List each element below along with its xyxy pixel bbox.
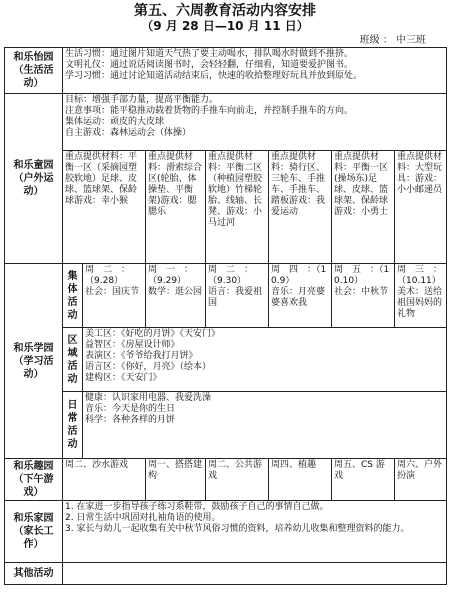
section-outdoor-name: 和乐童园（户外运动） <box>5 94 63 264</box>
life-line: 文明礼仪：通过说话阅读图书时，会轻轻翻，仔细看，知道要爱护图书。 <box>65 60 354 70</box>
fun-cell: 周二、公共游戏 <box>206 459 269 501</box>
outdoor-cell: 重点提供材料：平衡一区(操场东)足球、皮球、篮球架、保龄球游戏：小勇士 <box>332 151 395 264</box>
row-daily <box>5 392 447 459</box>
outdoor-cell: 重点提供材料：平衡二区（种植园塑胶软地）竹梯轮胎、线轴、长凳、游戏：小马过河 <box>206 151 269 264</box>
outdoor-line: 自主游戏：森林运动会（体操） <box>65 128 192 138</box>
home-line: 3. 家长与幼儿一起收集有关中秋节风俗习惯的资料，培养幼儿收集和整理资料的能力。 <box>65 524 410 534</box>
schedule-table <box>4 47 447 585</box>
home-line: 2. 日常生活中巩固对扎袖角语的使用。 <box>65 513 221 523</box>
row-outdoor-cells <box>5 151 447 264</box>
area-line: 建构区：《天安门》 <box>85 373 162 383</box>
outdoor-line: 目标：增强手部力量，提高平衡能力。 <box>65 95 219 105</box>
outdoor-line: 注意事项：能平稳推动载着货物的手推车向前走，并控制手推车的方向。 <box>65 106 354 116</box>
date-range: （9 月 28 日—10 月 11 日） <box>141 19 309 33</box>
collective-content: 数学：逛公园 <box>148 287 203 297</box>
collective-cell <box>395 264 447 328</box>
row-home <box>5 501 447 563</box>
daily-content <box>83 392 447 459</box>
row-fun <box>5 459 447 501</box>
outdoor-cell: 重点提供材料：滑索综合区(轮胎、体操垫、平衡架)游戏：腮腮乐 <box>146 151 206 264</box>
section-life-name: 和乐怡园（生活活动） <box>5 48 63 94</box>
life-line: 生活习惯：通过图片知道天气热了要主动喝水，排队喝水时做到不推挤。 <box>65 49 354 59</box>
fun-cell: 周六、户外扮演 <box>395 459 447 501</box>
collective-day: 周 二 ：（9.30） <box>208 265 254 286</box>
section-home-name: 和乐家园（家长工作） <box>5 501 63 563</box>
area-content <box>83 328 447 392</box>
collective-cell <box>269 264 332 328</box>
collective-content: 美术：送给祖国妈妈的礼物 <box>397 287 443 319</box>
section-learning-name: 和乐学园（学习活动） <box>5 264 63 459</box>
collective-cell <box>206 264 269 328</box>
outdoor-line: 集体运动：顽皮的大皮球 <box>65 117 165 127</box>
collective-cell <box>332 264 395 328</box>
collective-cell <box>83 264 146 328</box>
other-content <box>63 563 447 585</box>
area-line: 表演区：《爷爷给我打月饼》 <box>85 351 198 361</box>
home-line: 1. 在家进一步指导孩子练习系鞋带，鼓励孩子自己的事情自己做。 <box>65 502 329 512</box>
fun-cell: 周五、CS 游戏 <box>332 459 395 501</box>
collective-content: 语言：我爱祖国 <box>208 287 263 308</box>
row-area <box>5 328 447 392</box>
outdoor-cell: 重点提供材料：骑行区、三轮车、手推车、手推车、踏板游戏：我爱运动 <box>269 151 332 264</box>
life-line: 学习习惯：通过讨论知道活动结束后，快速的收拾整理好玩具并放到原处。 <box>65 71 363 81</box>
row-other <box>5 563 447 585</box>
daily-line: 音乐：今天是你的生日 <box>85 404 176 414</box>
collective-day: 周 五 ：（10.10） <box>334 265 390 286</box>
outdoor-cell: 重点提供材料：平衡一区（采摘园塑胶软地）足球、皮球、篮球架、保龄球游戏：幸小猴 <box>63 151 146 264</box>
row-collective <box>5 264 447 328</box>
collective-content: 社会：中秋节 <box>334 287 389 297</box>
daily-line: 健康：认识家用电器、我爱洗澡 <box>85 393 212 403</box>
fun-cell: 周二、沙水游戏 <box>63 459 146 501</box>
row-outdoor-text <box>5 94 447 151</box>
daily-label: 日常活动 <box>63 392 83 459</box>
section-life-content <box>63 48 447 94</box>
row-life <box>5 48 447 94</box>
collective-day: 周 四 ：（10.9） <box>271 265 327 286</box>
daily-line: 科学：各种各样的月饼 <box>85 415 176 425</box>
area-line: 语言区：《你好，月亮》（绘本） <box>85 362 212 372</box>
collective-day: 周 三 ：（10.11） <box>397 265 443 286</box>
collective-content: 社会：国庆节 <box>85 287 140 297</box>
fun-cell: 周四、植趣 <box>269 459 332 501</box>
page-title: 第五、六周教育活动内容安排 <box>134 3 316 19</box>
area-line: 益智区：《房屋设计师》 <box>85 340 180 350</box>
collective-day: 周 二 ：（9.28） <box>85 265 131 286</box>
area-line: 美工区：《好吃的月饼》《天安门》 <box>85 329 221 339</box>
section-fun-name: 和乐趣园（下午游戏） <box>5 459 63 501</box>
fun-cell: 周一、搭搭建构 <box>146 459 206 501</box>
outdoor-cell: 重点提供材料：大型玩具：游戏：小小邮递员 <box>395 151 447 264</box>
class-label: 班级 ： 中三班 <box>359 35 426 46</box>
area-label: 区域活动 <box>63 328 83 392</box>
collective-label: 集体活动 <box>63 264 83 328</box>
collective-cell <box>146 264 206 328</box>
section-outdoor-content <box>63 94 447 151</box>
collective-content: 音乐：月亮婆婆喜欢我 <box>271 287 326 308</box>
collective-day: 周 一 ：（9.29） <box>148 265 194 286</box>
section-other-name: 其他活动 <box>5 563 63 585</box>
home-content <box>63 501 447 563</box>
